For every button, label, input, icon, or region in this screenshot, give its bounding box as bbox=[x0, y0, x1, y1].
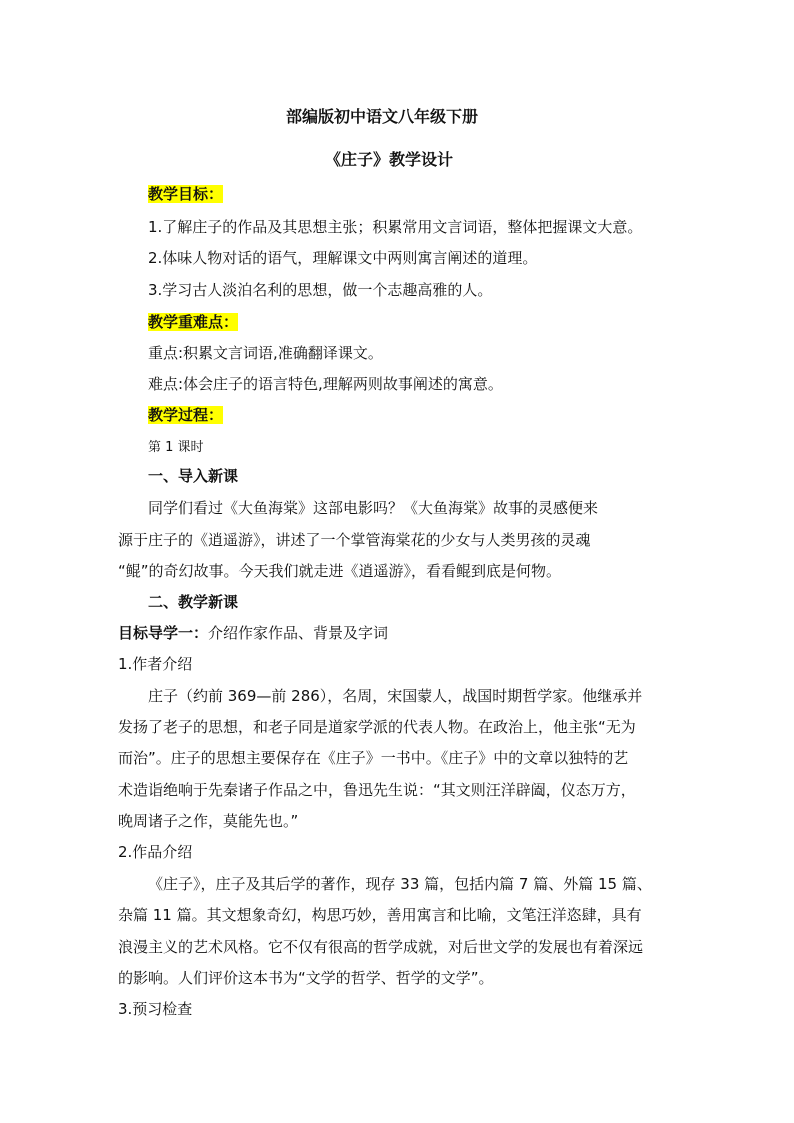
author-paragraph-line-1: 庄子（约前 369—前 286），名周，宋国蒙人，战国时期哲学家。他继承并 bbox=[148, 687, 643, 705]
goal-2: 2.体味人物对话的语气，理解课文中两则寓言阐述的道理。 bbox=[148, 249, 538, 267]
document-subtitle: 《庄子》教学设计 bbox=[325, 150, 454, 169]
author-paragraph-line-2: 发扬了老子的思想，和老子同是道家学派的代表人物。在政治上，他主张“无为 bbox=[118, 718, 636, 736]
works-paragraph-line-4: 的影响。人们评价这本书为“文学的哲学、哲学的文学”。 bbox=[118, 969, 494, 987]
target-label: 目标导学一： bbox=[118, 624, 209, 642]
intro-paragraph-line-1: 同学们看过《大鱼海棠》这部电影吗？《大鱼海棠》故事的灵感便来 bbox=[148, 499, 599, 517]
key-heading: 教学重难点： bbox=[148, 313, 239, 331]
section-1-heading: 一、导入新课 bbox=[148, 467, 239, 485]
key-heading-row bbox=[148, 312, 238, 332]
lesson-label: 第 1 课时 bbox=[148, 440, 204, 455]
goals-heading: 教学目标： bbox=[148, 185, 224, 203]
process-heading-row bbox=[148, 405, 223, 425]
section-2-heading: 二、教学新课 bbox=[148, 593, 239, 611]
key-point: 重点:积累文言词语,准确翻译课文。 bbox=[148, 344, 383, 362]
process-heading: 教学过程： bbox=[148, 406, 224, 424]
target-text: 介绍作家作品、背景及字词 bbox=[208, 624, 389, 642]
author-paragraph-line-5: 晚周诸子之作，莫能先也。” bbox=[118, 812, 299, 830]
preview-heading: 3.预习检查 bbox=[118, 1000, 193, 1018]
works-heading: 2.作品介绍 bbox=[118, 843, 193, 861]
target-heading-row bbox=[118, 623, 388, 643]
goal-1: 1.了解庄子的作品及其思想主张；积累常用文言词语，整体把握课文大意。 bbox=[148, 218, 643, 236]
difficult-point: 难点:体会庄子的语言特色,理解两则故事阐述的寓意。 bbox=[148, 375, 503, 393]
goal-3: 3.学习古人淡泊名利的思想，做一个志趣高雅的人。 bbox=[148, 281, 493, 299]
works-paragraph-line-1: 《庄子》，庄子及其后学的著作，现存 33 篇，包括内篇 7 篇、外篇 15 篇、 bbox=[148, 875, 652, 893]
works-paragraph-line-3: 浪漫主义的艺术风格。它不仅有很高的哲学成就，对后世文学的发展也有着深远 bbox=[118, 938, 644, 956]
author-paragraph-line-4: 术造诣绝响于先秦诸子作品之中，鲁迅先生说：“其文则汪洋辟阖，仪态万方， bbox=[118, 781, 636, 799]
document-title: 部编版初中语文八年级下册 bbox=[286, 107, 479, 126]
author-heading: 1.作者介绍 bbox=[118, 655, 193, 673]
goals-heading-row bbox=[148, 184, 223, 204]
intro-paragraph-line-2: 源于庄子的《逍遥游》，讲述了一个掌管海棠花的少女与人类男孩的灵魂 bbox=[118, 531, 591, 549]
intro-paragraph-line-3: “鲲”的奇幻故事。今天我们就走进《逍遥游》，看看鲲到底是何物。 bbox=[118, 562, 562, 580]
author-paragraph-line-3: 而治”。庄子的思想主要保存在《庄子》一书中。《庄子》中的文章以独特的艺 bbox=[118, 749, 629, 767]
works-paragraph-line-2: 杂篇 11 篇。其文想象奇幻，构思巧妙，善用寓言和比喻，文笔汪洋恣肆，具有 bbox=[118, 906, 642, 924]
